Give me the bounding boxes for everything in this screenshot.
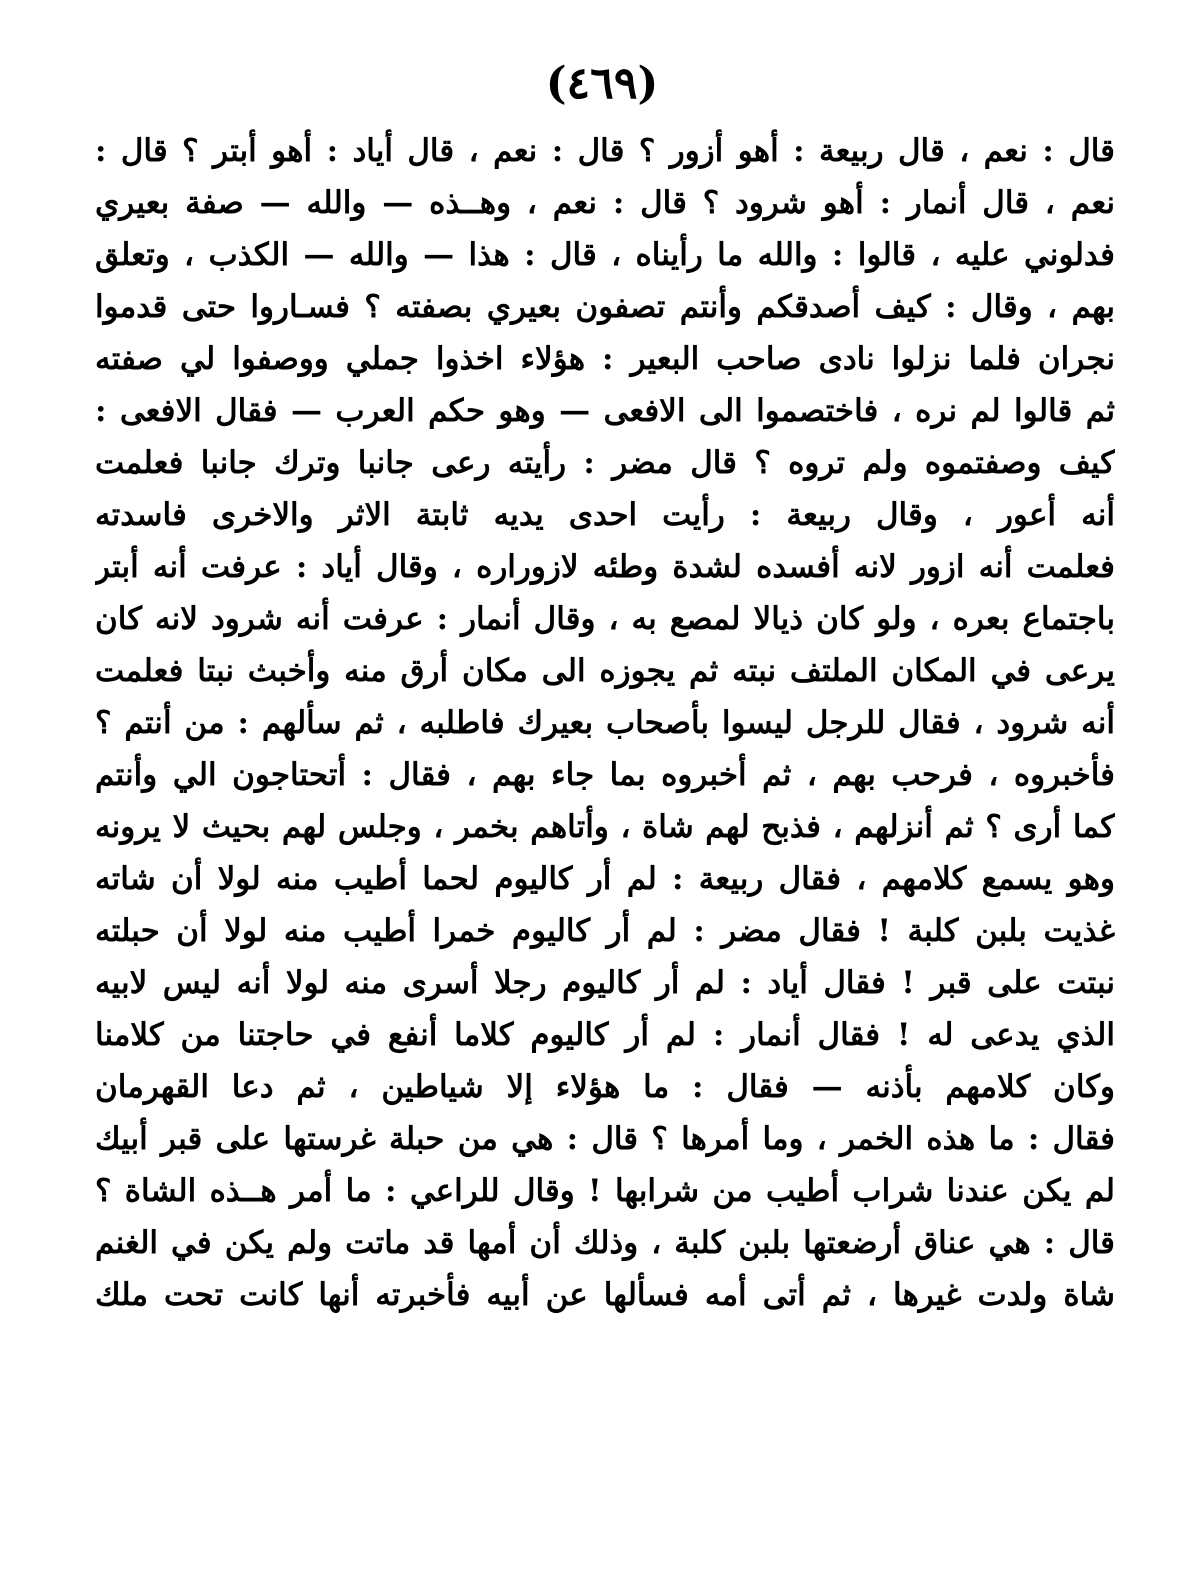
text-line-22: قال : هي عناق أرضعتها بلبن كلبة ، وذلك أن أمها قد ماتت ولم يكن في الغنم (95, 1225, 1115, 1261)
text-line-16: غذيت بلبن كلبة ! فقال مضر : لم أر كاليوم خمرا أطيب منه لولا أن حبلته (95, 913, 1115, 949)
text-line-11: يرعى في المكان الملتف نبته ثم يجوزه الى مكان أرق منه وأخبث نبتا فعلمت (95, 653, 1115, 689)
text-line-15: وهو يسمع كلامهم ، فقال ربيعة : لم أر كاليوم لحما أطيب منه لولا أن شاته (95, 861, 1115, 897)
text-line-1: قال : نعم ، قال ربيعة : أهو أزور ؟ قال : نعم ، قال أياد : أهو أبتر ؟ قال : (95, 133, 1115, 169)
text-line-12: أنه شرود ، فقال للرجل ليسوا بأصحاب بعيرك فاطلبه ، ثم سألهم : من أنتم ؟ (95, 705, 1115, 741)
text-line-6: ثم قالوا لم نره ، فاختصموا الى الافعى — وهو حكم العرب — فقال الافعى : (95, 393, 1115, 429)
text-line-18: الذي يدعى له ! فقال أنمار : لم أر كاليوم كلاما أنفع في حاجتنا من كلامنا (95, 1017, 1115, 1053)
text-line-19: وكان كلامهم بأذنه — فقال : ما هؤلاء إلا شياطين ، ثم دعا القهرمان (95, 1069, 1115, 1105)
text-line-9: فعلمت أنه ازور لانه أفسده لشدة وطئه لازوراره ، وقال أياد : عرفت أنه أبتر (95, 549, 1115, 585)
text-line-23: شاة ولدت غيرها ، ثم أتى أمه فسألها عن أبيه فأخبرته أنها كانت تحت ملك (95, 1277, 1115, 1313)
text-line-3: فدلوني عليه ، قالوا : والله ما رأيناه ، قال : هذا — والله — الكذب ، وتعلق (95, 237, 1115, 273)
text-line-2: نعم ، قال أنمار : أهو شرود ؟ قال : نعم ، وهــذه — والله — صفة بعيري (95, 185, 1115, 221)
body-text (95, 125, 1115, 1321)
text-line-5: نجران فلما نزلوا نادى صاحب البعير : هؤلاء اخذوا جملي ووصفوا لي صفته (95, 341, 1115, 377)
text-line-20: فقال : ما هذه الخمر ، وما أمرها ؟ قال : هي من حبلة غرستها على قبر أبيك (95, 1121, 1115, 1157)
text-line-10: باجتماع بعره ، ولو كان ذيالا لمصع به ، وقال أنمار : عرفت أنه شرود لانه كان (95, 601, 1115, 637)
page-number: (٤٦٩) (545, 58, 659, 109)
text-line-13: فأخبروه ، فرحب بهم ، ثم أخبروه بما جاء بهم ، فقال : أتحتاجون الي وأنتم (95, 757, 1115, 793)
text-line-7: كيف وصفتموه ولم تروه ؟ قال مضر : رأيته رعى جانبا وترك جانبا فعلمت (95, 445, 1115, 481)
text-line-4: بهم ، وقال : كيف أصدقكم وأنتم تصفون بعيري بصفته ؟ فسـاروا حتى قدموا (95, 289, 1115, 325)
text-line-21: لم يكن عندنا شراب أطيب من شرابها ! وقال للراعي : ما أمر هــذه الشاة ؟ (95, 1173, 1115, 1209)
text-line-8: أنه أعور ، وقال ربيعة : رأيت احدى يديه ثابتة الاثر والاخرى فاسدته (95, 497, 1115, 533)
text-line-14: كما أرى ؟ ثم أنزلهم ، فذبح لهم شاة ، وأتاهم بخمر ، وجلس لهم بحيث لا يرونه (95, 809, 1115, 845)
text-line-17: نبتت على قبر ! فقال أياد : لم أر كاليوم رجلا أسرى منه لولا أنه ليس لابيه (95, 965, 1115, 1001)
